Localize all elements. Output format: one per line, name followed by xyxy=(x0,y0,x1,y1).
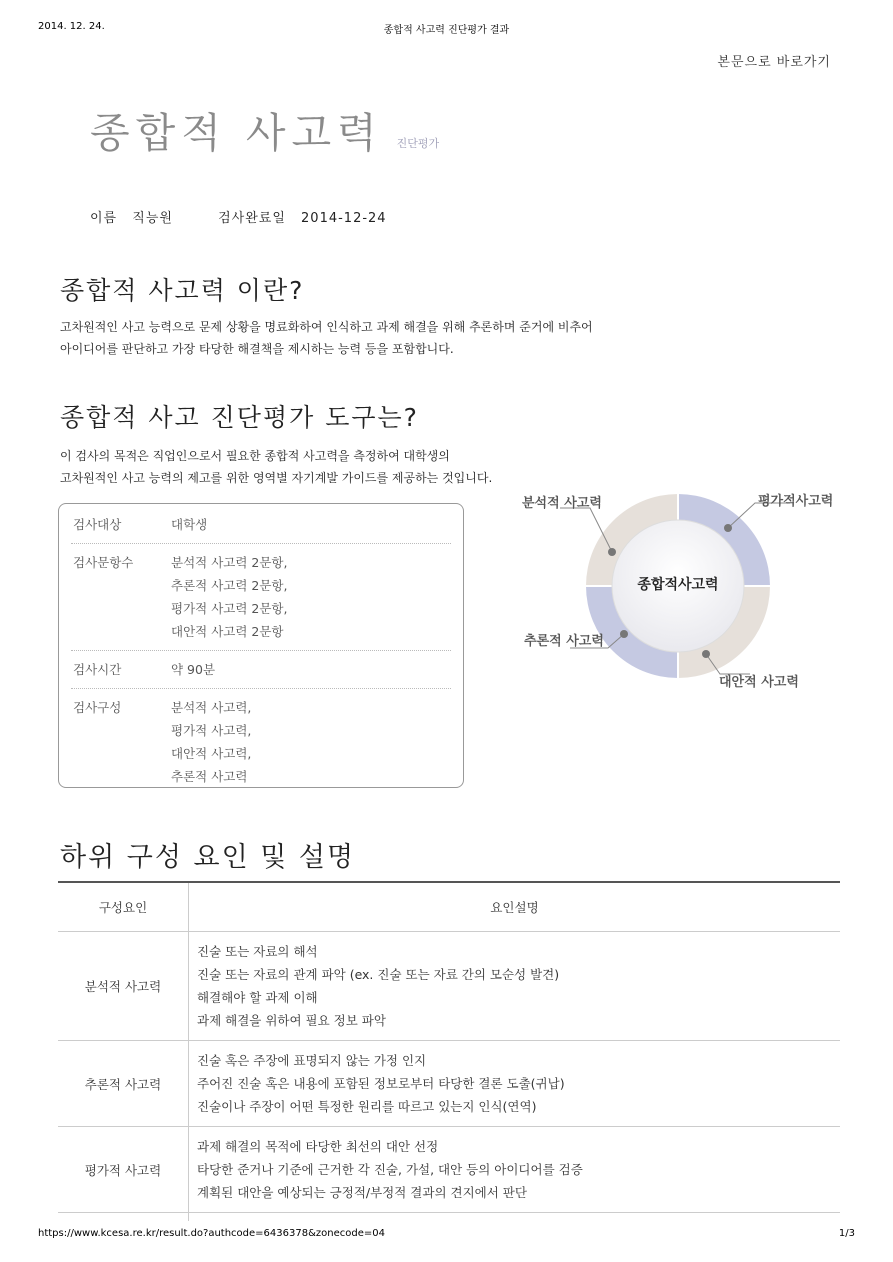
print-page-number: 1/3 xyxy=(838,1228,855,1239)
diagram-label-evaluative: 평가적사고력 xyxy=(758,494,834,509)
info-value xyxy=(171,696,251,788)
thinking-diagram xyxy=(500,478,850,708)
factor-desc xyxy=(189,1041,841,1127)
diagram-label-analytic: 분석적 사고력 xyxy=(522,496,602,511)
diagram-label-alternative: 대안적 사고력 xyxy=(719,675,799,690)
col-desc-header: 요인설명 xyxy=(189,883,841,932)
desc-line: 과제 해결의 목적에 타당한 최선의 대안 선정 xyxy=(197,1139,439,1154)
diagram-center-label: 종합적사고력 xyxy=(637,577,719,593)
info-value-line: 대안적 사고력, xyxy=(171,746,252,761)
info-value-line: 추론적 사고력 2문항, xyxy=(171,578,288,593)
info-value-line: 분석적 사고력, xyxy=(171,700,252,715)
paragraph-line: 고차원적인 사고 능력으로 문제 상황을 명료화하여 인식하고 과제 해결을 위해 추론하며 준거에 비추어 xyxy=(60,320,593,334)
page-title-block xyxy=(90,100,439,159)
info-value-line: 약 90분 xyxy=(171,662,216,677)
section-tool-heading: 종합적 사고 진단평가 도구는? xyxy=(60,403,419,432)
desc-line: 주어진 진술 혹은 내용에 포함된 정보로부터 타당한 결론 도출(귀납) xyxy=(197,1076,565,1091)
section-tool-text xyxy=(60,445,492,489)
factors-table xyxy=(58,883,840,1221)
info-value-line: 대안적 사고력 2문항 xyxy=(171,624,284,639)
table-header-row xyxy=(58,883,840,932)
print-date: 2014. 12. 24. xyxy=(38,21,105,32)
date-label: 검사완료일 xyxy=(218,211,286,226)
factor-desc xyxy=(189,1127,841,1213)
date-value: 2014-12-24 xyxy=(301,211,387,226)
desc-line: 진술이나 주장이 어떤 특정한 원리를 따르고 있는지 인식(연역) xyxy=(197,1099,537,1114)
info-row-duration xyxy=(71,651,451,689)
diagram-label-inferential: 추론적 사고력 xyxy=(524,634,604,649)
section-what-is-heading: 종합적 사고력 이란? xyxy=(60,276,305,305)
print-url: https://www.kcesa.re.kr/result.do?authcode=6436378&zonecode=04 xyxy=(38,1228,385,1239)
test-meta xyxy=(90,207,387,226)
info-value-line: 평가적 사고력, xyxy=(171,723,252,738)
factor-desc xyxy=(189,1213,841,1222)
paragraph-line: 이 검사의 목적은 직업인으로서 필요한 종합적 사고력을 측정하여 대학생의 xyxy=(60,449,450,463)
info-key: 검사문항수 xyxy=(73,555,134,570)
factor-name xyxy=(58,1213,189,1222)
info-value xyxy=(171,658,215,681)
factor-name: 분석적 사고력 xyxy=(58,932,189,1041)
desc-line: 타당한 준거나 기준에 근거한 각 진술, 가설, 대안 등의 아이디어를 검증 xyxy=(197,1162,583,1177)
desc-line: 진술 또는 자료의 해석 xyxy=(197,944,318,959)
info-key: 검사대상 xyxy=(73,517,122,532)
info-row-item-count xyxy=(71,544,451,651)
info-value-line: 추론적 사고력 xyxy=(171,769,248,784)
section-factors-heading: 하위 구성 요인 및 설명 xyxy=(60,842,356,873)
info-value xyxy=(171,513,207,536)
desc-line: 과제 해결을 위하여 필요 정보 파악 xyxy=(197,1013,386,1028)
table-row xyxy=(58,1213,840,1222)
table-row xyxy=(58,1041,840,1127)
name-value: 직능원 xyxy=(132,211,173,226)
factor-name: 추론적 사고력 xyxy=(58,1041,189,1127)
info-value-line: 대학생 xyxy=(171,517,208,532)
page-title: 종합적 사고력 xyxy=(90,109,383,157)
info-value-line: 평가적 사고력 2문항, xyxy=(171,601,288,616)
col-factor-header: 구성요인 xyxy=(58,883,189,932)
table-row xyxy=(58,932,840,1041)
desc-line: 진술 혹은 주장에 표명되지 않는 가정 인지 xyxy=(197,1053,427,1068)
name-label: 이름 xyxy=(90,211,118,226)
desc-line: 계획된 대안을 예상되는 긍정적/부정적 결과의 견지에서 판단 xyxy=(197,1185,527,1200)
factor-name: 평가적 사고력 xyxy=(58,1127,189,1213)
factors-table-wrap xyxy=(58,881,840,1221)
info-value-line: 분석적 사고력 2문항, xyxy=(171,555,288,570)
table-row xyxy=(58,1127,840,1213)
print-doc-title: 종합적 사고력 진단평가 결과 xyxy=(383,25,510,36)
test-info-box xyxy=(58,503,464,788)
desc-line: 진술 또는 자료의 관계 파악 (ex. 진술 또는 자료 간의 모순성 발견) xyxy=(197,967,560,982)
info-row-composition xyxy=(71,689,451,795)
factor-desc xyxy=(189,932,841,1041)
info-key: 검사구성 xyxy=(73,700,122,715)
paragraph-line: 고차원적인 사고 능력의 제고를 위한 영역별 자기계발 가이드를 제공하는 것입니다. xyxy=(60,471,493,485)
info-key: 검사시간 xyxy=(73,662,122,677)
paragraph-line: 아이디어를 판단하고 가장 타당한 해결책을 제시하는 능력 등을 포함합니다. xyxy=(60,342,454,356)
section-what-is-text xyxy=(60,316,593,360)
page-subtitle: 진단평가 xyxy=(396,137,440,150)
info-row-target xyxy=(71,506,451,544)
info-value xyxy=(171,551,287,643)
skip-to-content-link[interactable]: 본문으로 바로가기 xyxy=(717,55,831,70)
desc-line: 해결해야 할 과제 이해 xyxy=(197,990,318,1005)
